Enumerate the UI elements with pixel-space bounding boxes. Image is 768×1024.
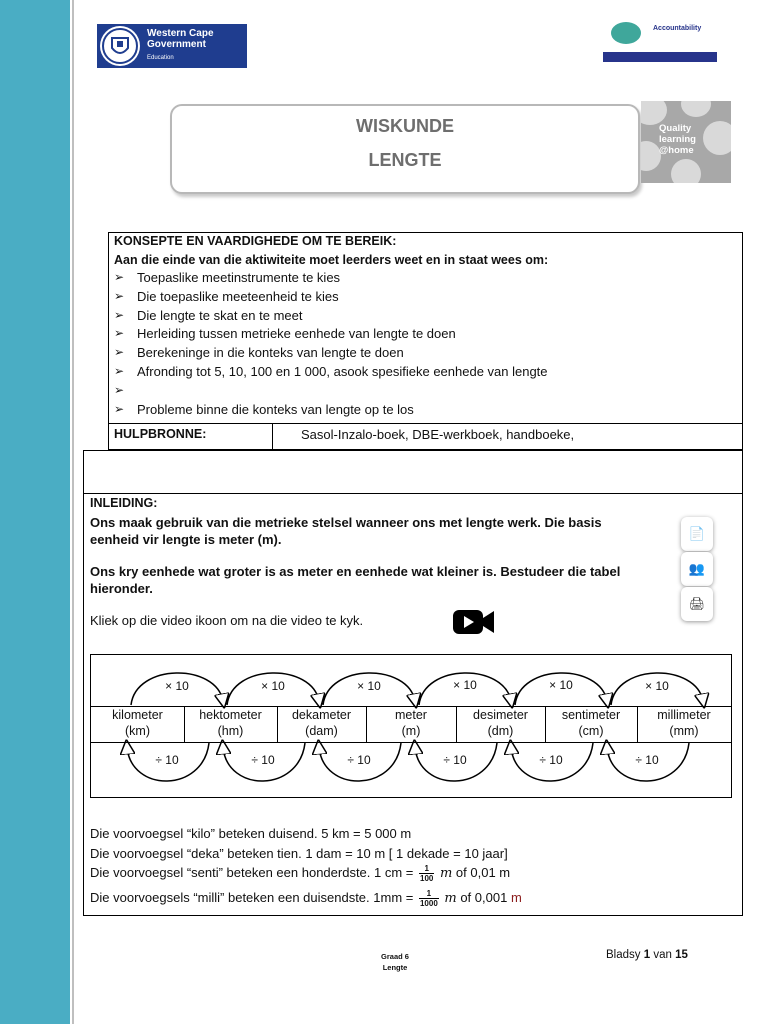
fact-senti: Die voorvoegsel “senti” beteken een honderdste. 1 cm = $\frac{1}{100}$ m of 0,01 m (90, 864, 511, 883)
unit-cell: millimeter (mm) (657, 708, 711, 738)
bullet-arrow-icon: ➢ (114, 382, 125, 397)
multiply-label: × 10 (645, 679, 669, 693)
fact-milli: Die voorvoegsels “milli” beteken een duisendste. 1mm = $\frac{1}{1000}$ m of 0,001 m (90, 889, 522, 908)
multiply-label: × 10 (549, 678, 573, 692)
footer-grade: Graad 6 Lengte (381, 952, 409, 972)
title-box (170, 104, 640, 194)
concepts-intro: Aan die einde van die aktiwiteite moet leerders weet en in staat wees om: (114, 253, 549, 267)
units-row (91, 706, 731, 743)
list-item: ➢ Die toepaslike meeteenheid te kies (114, 288, 339, 304)
fact-deka: Die voorvoegsel “deka” beteken tien. 1 dam = 10 m [ 1 dekade = 10 jaar] (90, 846, 508, 861)
multiply-label: × 10 (261, 679, 285, 693)
quality-learning-at-home-image (641, 101, 731, 183)
list-item: ➢ Toepaslike meetinstrumente te kies (114, 270, 341, 285)
accountability-title: Accountability (653, 25, 702, 32)
topic-title: LENGTE (368, 150, 442, 170)
video-camera-icon[interactable] (452, 607, 496, 637)
unit-cell: sentimeter (cm) (561, 708, 621, 738)
resources-value: Sasol-Inzalo-boek, DBE-werkboek, handboeke, (301, 427, 575, 442)
bullet-arrow-icon: ➢ (114, 307, 125, 322)
fraction: $\frac{1}{100}$ (420, 864, 434, 883)
list-item: ➢ Afronding tot 5, 10, 100 en 1 000, asook spesifieke eenhede van lengte (114, 363, 548, 379)
resources-row (109, 423, 742, 450)
concepts-heading: KONSEPTE EN VAARDIGHEDE OM TE BEREIK: (114, 234, 397, 248)
accountability-band (603, 52, 717, 62)
section-divider (84, 493, 742, 494)
western-cape-government-logo (97, 24, 247, 68)
intro-paragraph-1: Ons maak gebruik van die metrieke stelsel wanneer ons met lengte werk. Die basis eenheid vir lengte is meter (m). (90, 515, 602, 547)
list-item: ➢ Die lengte te skat en te meet (114, 307, 303, 323)
unit-cell: dekameter (dam) (291, 708, 352, 738)
fact-kilo: Die voorvoegsel “kilo” beteken duisend. 5 km = 5 000 m (90, 826, 412, 841)
reader-button[interactable] (681, 517, 713, 551)
logo-title: Western Cape Government (147, 28, 214, 50)
multiply-label: × 10 (453, 678, 477, 692)
list-item: ➢ Herleiding tussen metrieke eenhede van lengte te doen (114, 326, 456, 342)
video-instruction: Kliek op die video ikoon om na die video te kyk. (90, 613, 364, 628)
concepts-list (109, 270, 548, 420)
table-divider (272, 424, 273, 450)
unit-cell: meter (m) (395, 708, 427, 738)
bullet-arrow-icon: ➢ (114, 270, 125, 284)
subject-title: WISKUNDE (356, 116, 454, 136)
unit-cell: kilometer (km) (112, 708, 163, 738)
bullet-arrow-icon: ➢ (114, 401, 125, 416)
reader-icon: 📄 (688, 526, 706, 541)
divide-label: ÷ 10 (155, 753, 179, 767)
list-item: ➢ Probleme binne die konteks van lengte op te los (114, 401, 414, 417)
divide-label: ÷ 10 (251, 753, 275, 767)
people-icon: 👥 (688, 561, 706, 576)
print-icon: 🖨 (688, 596, 706, 611)
left-sidebar-strip (0, 0, 70, 1024)
multiply-label: × 10 (357, 679, 381, 693)
divide-label: ÷ 10 (635, 753, 659, 767)
list-item (109, 383, 548, 402)
unit-conversion-diagram (90, 654, 732, 798)
list-item: ➢ Berekeninge in die konteks van lengte te doen (114, 345, 404, 361)
divide-label: ÷ 10 (347, 753, 371, 767)
print-button[interactable] (681, 587, 713, 621)
intro-paragraph-2: Ons kry eenhede wat groter is as meter en eenhede wat kleiner is. Bestudeer die tabel hieronder. (90, 564, 621, 596)
divide-label: ÷ 10 (443, 753, 467, 767)
concepts-box (108, 232, 743, 450)
fraction: $\frac{1}{1000}$ (419, 889, 438, 908)
bullet-arrow-icon: ➢ (114, 326, 125, 341)
quality-learning-text: Quality learning @home (659, 123, 696, 156)
logo-subtitle: Education (147, 55, 174, 61)
sidebar-divider (72, 0, 74, 1024)
resources-label: HULPBRONNE: (114, 427, 207, 441)
accountability-logo (603, 20, 717, 64)
page-number: Bladsy 1 van 15 (606, 949, 688, 961)
people-button[interactable] (681, 552, 713, 586)
divide-label: ÷ 10 (539, 753, 563, 767)
unit-cell: desimeter (dm) (473, 708, 528, 738)
lesson-box (83, 450, 743, 916)
bullet-arrow-icon: ➢ (114, 288, 125, 303)
accountability-icon (611, 22, 641, 44)
crest-icon (100, 26, 140, 66)
multiply-label: × 10 (165, 679, 189, 693)
bullet-arrow-icon: ➢ (114, 345, 125, 360)
unit-cell: hektometer (hm) (199, 708, 262, 738)
intro-heading: INLEIDING: (90, 496, 158, 510)
bullet-arrow-icon: ➢ (114, 363, 125, 378)
